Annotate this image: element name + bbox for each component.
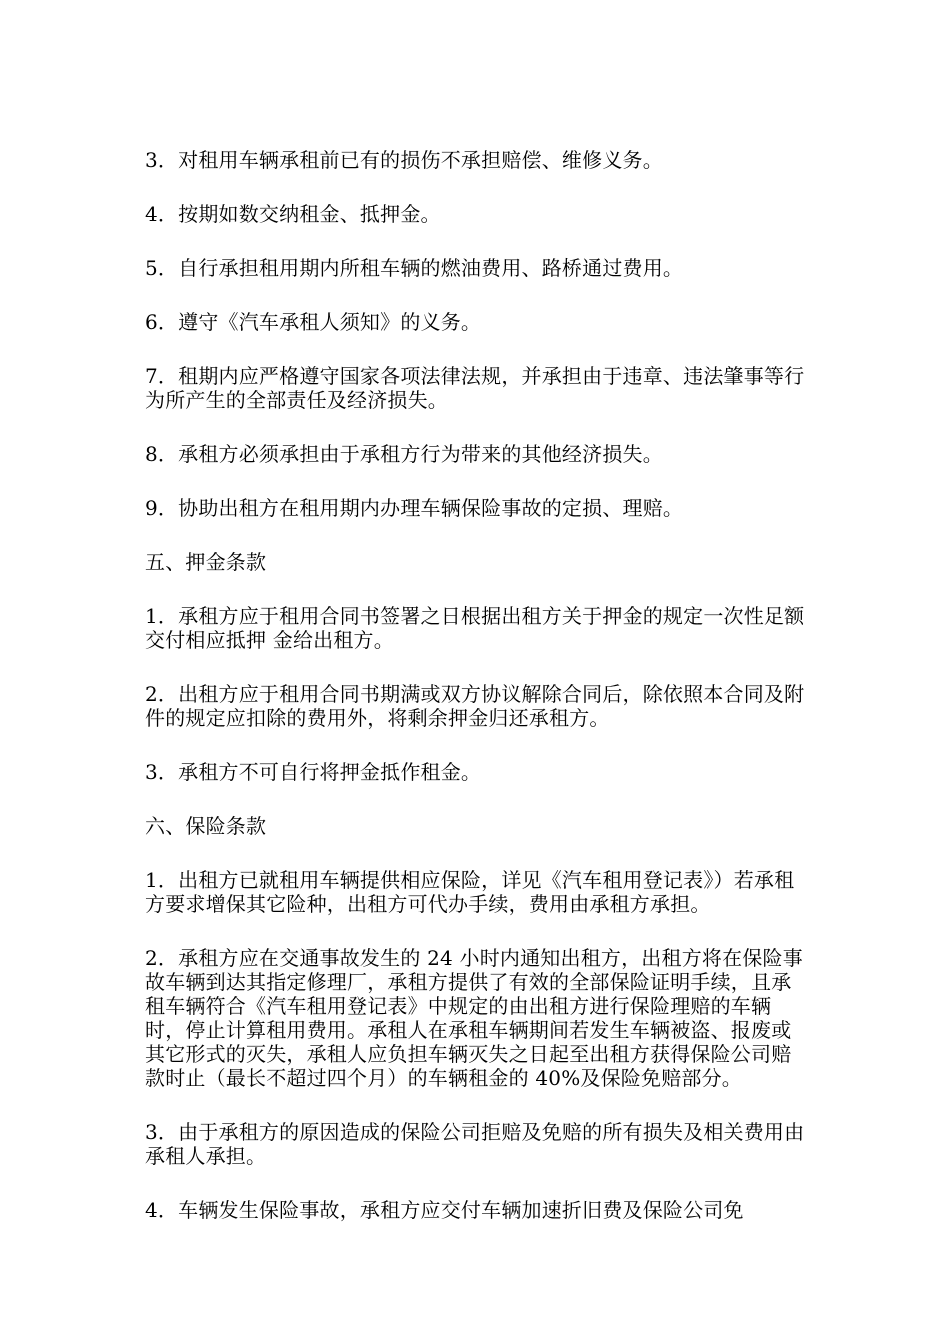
paragraph-deposit-1: 1．承租方应于租用合同书签署之日根据出租方关于押金的规定一次性足额交付相应抵押 金给出租方。: [145, 604, 805, 652]
paragraph-lessee-duty-5: 5．自行承担租用期内所租车辆的燃油费用、路桥通过费用。: [145, 256, 684, 280]
paragraph-deposit-3: 3．承租方不可自行将押金抵作租金。: [145, 760, 482, 784]
paragraph-lessee-duty-9: 9．协助出租方在租用期内办理车辆保险事故的定损、理赔。: [145, 496, 684, 520]
paragraph-insurance-3: 3．由于承租方的原因造成的保险公司拒赔及免赔的所有损失及相关费用由承租人承担。: [145, 1120, 805, 1168]
section-heading-insurance: 六、保险条款: [145, 814, 267, 838]
paragraph-insurance-1: 1．出租方已就租用车辆提供相应保险，详见《汽车租用登记表》）若承租方要求增保其它险种，出租方可代办手续，费用由承租方承担。: [145, 868, 795, 916]
document-page: [145, 148, 807, 1222]
paragraph-deposit-2: 2．出租方应于租用合同书期满或双方协议解除合同后，除依照本合同及附件的规定应扣除的费用外，将剩余押金归还承租方。: [145, 682, 805, 730]
paragraph-lessee-duty-8: 8．承租方必须承担由于承租方行为带来的其他经济损失。: [145, 442, 663, 466]
paragraph-insurance-2: 2．承租方应在交通事故发生的 24 小时内通知出租方，出租方将在保险事故车辆到达其指定修理厂，承租方提供了有效的全部保险证明手续，且承租车辆符合《汽车租用登记表》中规定的由出租方进行保险理赔的车辆时，停止计算租用费用。承租人在承租车辆期间若发生车辆被盗、报废或其它形式的灭失，承租人应负担车辆灭失之日起至出租方获得保险公司赔款时止（最长不超过四个月）的车辆租金的 40%及保险免赔部分。: [145, 946, 803, 1090]
section-heading-deposit: 五、押金条款: [145, 550, 267, 574]
paragraph-lessee-duty-7: 7．租期内应严格遵守国家各项法律法规，并承担由于违章、违法肇事等行为所产生的全部责任及经济损失。: [145, 364, 805, 412]
paragraph-lessee-duty-3: 3．对租用车辆承租前已有的损伤不承担赔偿、维修义务。: [145, 148, 663, 172]
paragraph-insurance-4: 4．车辆发生保险事故，承租方应交付车辆加速折旧费及保险公司免: [145, 1198, 744, 1222]
paragraph-lessee-duty-4: 4．按期如数交纳租金、抵押金。: [145, 202, 441, 226]
paragraph-lessee-duty-6: 6．遵守《汽车承租人须知》的义务。: [145, 310, 482, 334]
